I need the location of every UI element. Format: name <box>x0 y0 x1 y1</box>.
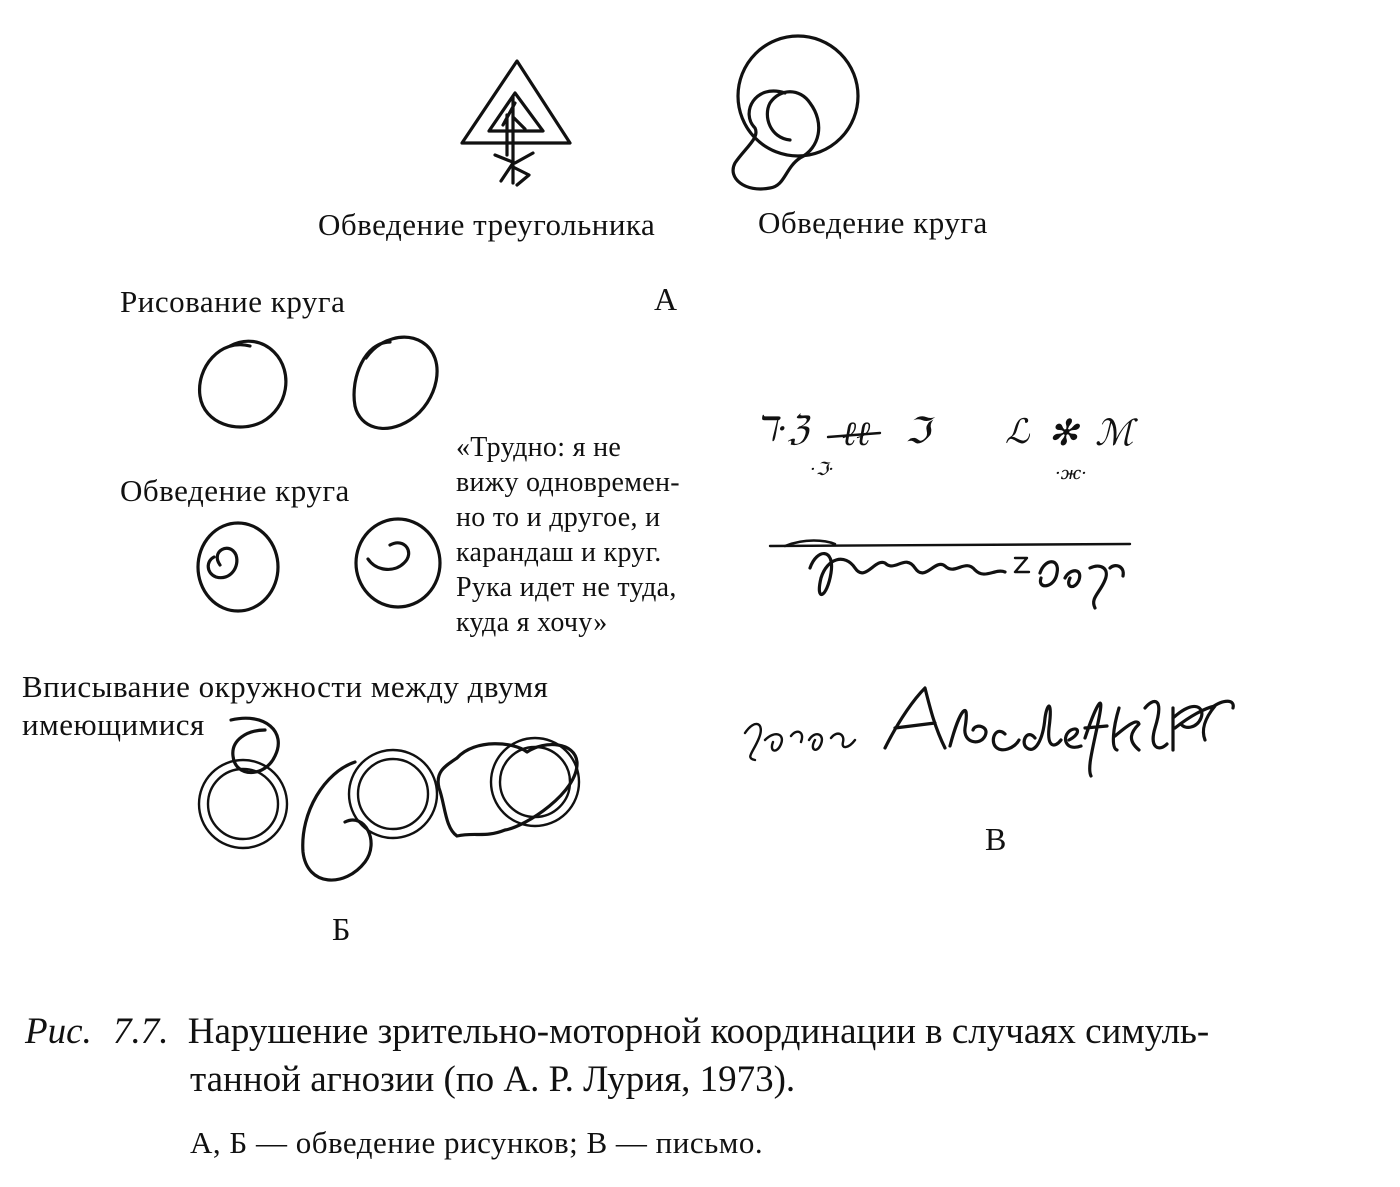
figure-caption-line2: танной агнозии (по А. Р. Лурия, 1973). <box>190 1059 796 1100</box>
circle-tracing-label-b: Обведение круга <box>120 473 350 508</box>
quote-line: вижу одновремен- <box>456 467 680 498</box>
quote-line: Рука идет не туда, <box>456 572 677 603</box>
svg-text:ℸ·ℨ: ℸ·ℨ <box>755 409 809 449</box>
figure-caption-line1 <box>25 1010 1209 1054</box>
svg-text:ℒ: ℒ <box>1005 412 1030 452</box>
quote-line: но то и другое, и <box>456 502 661 533</box>
figure-subcaption: А, Б — обведение рисунков; В — письмо. <box>190 1125 764 1160</box>
patient-quote <box>456 430 680 640</box>
circle-tracing-b-figures <box>190 515 450 615</box>
triangle-tracing-figure <box>455 55 580 195</box>
quote-line: куда я хочу» <box>456 607 608 638</box>
svg-text:·ℑ·: ·ℑ· <box>810 459 834 480</box>
quote-line: «Трудно: я не <box>456 432 622 463</box>
handwriting-sample-words <box>765 528 1145 623</box>
section-b-letter: Б <box>332 911 351 947</box>
handwriting-sample-letters <box>750 395 1150 490</box>
circle-tracing-label-a: Обведение круга <box>758 205 988 240</box>
svg-text:ℳ: ℳ <box>1095 413 1134 454</box>
handwriting-sample-alphabet <box>735 668 1245 778</box>
svg-text:·ж·: ·ж· <box>1055 463 1087 484</box>
section-a-letter: А <box>654 281 678 317</box>
circle-drawing-figures <box>190 328 460 438</box>
caption-number: 7.7. <box>113 1011 169 1052</box>
inscribe-circle-label-line1: Вписывание окружности между двумя <box>22 669 549 704</box>
caption-text-line1: Нарушение зрительно-моторной координации в случаях симуль- <box>187 1011 1210 1052</box>
svg-text:ℓℓ: ℓℓ <box>842 414 871 454</box>
svg-text:✻: ✻ <box>1048 413 1079 454</box>
triangle-tracing-label: Обведение треугольника <box>318 207 656 242</box>
circle-tracing-figure <box>715 28 870 198</box>
quote-line: карандаш и круг. <box>456 537 662 568</box>
inscribe-circle-figures <box>195 712 590 892</box>
inscribe-circle-label-line2: имеющимися <box>22 707 205 742</box>
caption-prefix: Рис. <box>25 1011 92 1052</box>
section-v-letter: В <box>985 821 1007 857</box>
circle-drawing-label: Рисование круга <box>120 284 346 319</box>
svg-text:ℑ: ℑ <box>905 411 931 452</box>
